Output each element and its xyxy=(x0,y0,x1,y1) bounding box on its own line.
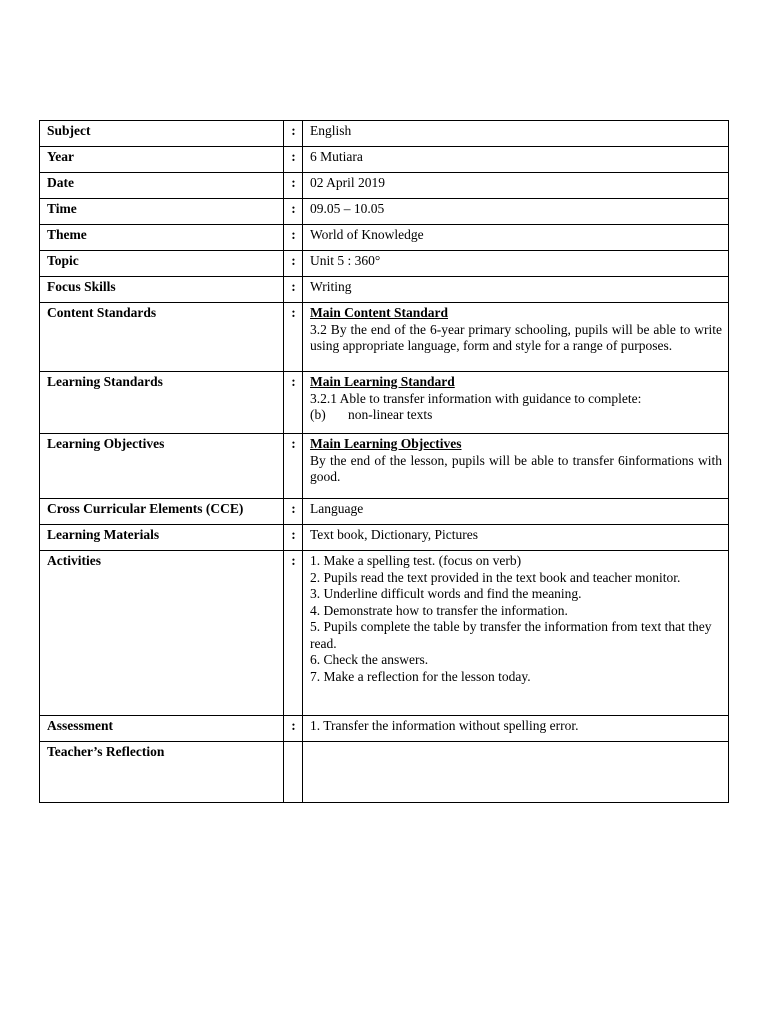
row-date xyxy=(40,173,729,199)
focus-skills-colon: : xyxy=(284,277,303,303)
teachers-reflection-colon xyxy=(284,742,303,803)
year-label: Year xyxy=(40,147,284,173)
activity-item: 7. Make a reflection for the lesson today. xyxy=(310,668,531,684)
topic-value: Unit 5 : 360° xyxy=(303,251,729,277)
row-time xyxy=(40,199,729,225)
learning-objectives-value xyxy=(303,434,729,499)
row-activities xyxy=(40,551,729,716)
subject-colon: : xyxy=(284,121,303,147)
content-standards-heading: Main Content Standard xyxy=(310,305,449,320)
theme-colon: : xyxy=(284,225,303,251)
learning-objectives-heading: Main Learning Objectives xyxy=(310,436,462,451)
cce-colon: : xyxy=(284,499,303,525)
row-focus-skills xyxy=(40,277,729,303)
date-colon: : xyxy=(284,173,303,199)
learning-objectives-label: Learning Objectives xyxy=(40,434,284,499)
assessment-colon: : xyxy=(284,716,303,742)
theme-label: Theme xyxy=(40,225,284,251)
time-value: 09.05 – 10.05 xyxy=(303,199,729,225)
activity-item: 2. Pupils read the text provided in the text book and teacher monitor. xyxy=(310,569,681,585)
time-label: Time xyxy=(40,199,284,225)
year-colon: : xyxy=(284,147,303,173)
row-content-standards xyxy=(40,303,729,372)
row-learning-objectives xyxy=(40,434,729,499)
lesson-plan-table xyxy=(39,120,729,803)
activity-item: 6. Check the answers. xyxy=(310,652,429,667)
activity-item: 4. Demonstrate how to transfer the information. xyxy=(310,602,568,618)
cce-value: Language xyxy=(303,499,729,525)
row-cce xyxy=(40,499,729,525)
learning-standards-sub-item xyxy=(310,407,722,424)
learning-standards-text: 3.2.1 Able to transfer information with guidance to complete: xyxy=(310,390,642,406)
row-assessment xyxy=(40,716,729,742)
content-standards-value xyxy=(303,303,729,372)
activity-item: 3. Underline difficult words and find the meaning. xyxy=(310,586,582,601)
learning-standards-label: Learning Standards xyxy=(40,372,284,434)
content-standards-text: 3.2 By the end of the 6-year primary schooling, pupils will be able to write using appropriate language, form and style for a range of purposes. xyxy=(310,321,722,353)
activities-label: Activities xyxy=(40,551,284,716)
content-standards-colon: : xyxy=(284,303,303,372)
row-learning-standards xyxy=(40,372,729,434)
row-subject xyxy=(40,121,729,147)
sub-item-marker: (b) xyxy=(310,407,326,422)
topic-colon: : xyxy=(284,251,303,277)
row-year xyxy=(40,147,729,173)
subject-value: English xyxy=(303,121,729,147)
focus-skills-value: Writing xyxy=(303,277,729,303)
activity-item: 5. Pupils complete the table by transfer the information from text that they read. xyxy=(310,619,712,651)
row-teachers-reflection xyxy=(40,742,729,803)
teachers-reflection-label: Teacher’s Reflection xyxy=(40,742,284,803)
sub-item-text: non-linear texts xyxy=(348,407,433,422)
year-value: 6 Mutiara xyxy=(303,147,729,173)
subject-label: Subject xyxy=(40,121,284,147)
row-topic xyxy=(40,251,729,277)
learning-standards-colon: : xyxy=(284,372,303,434)
learning-standards-heading: Main Learning Standard xyxy=(310,374,455,389)
learning-materials-value: Text book, Dictionary, Pictures xyxy=(303,525,729,551)
date-value: 02 April 2019 xyxy=(303,173,729,199)
teachers-reflection-value xyxy=(303,742,729,803)
cce-label: Cross Curricular Elements (CCE) xyxy=(40,499,284,525)
date-label: Date xyxy=(40,173,284,199)
activities-colon: : xyxy=(284,551,303,716)
learning-standards-value xyxy=(303,372,729,434)
activity-item: 1. Make a spelling test. (focus on verb) xyxy=(310,553,522,568)
activities-list xyxy=(303,551,729,716)
assessment-value: 1. Transfer the information without spelling error. xyxy=(303,716,729,742)
content-standards-label: Content Standards xyxy=(40,303,284,372)
learning-materials-label: Learning Materials xyxy=(40,525,284,551)
focus-skills-label: Focus Skills xyxy=(40,277,284,303)
time-colon: : xyxy=(284,199,303,225)
learning-objectives-text: By the end of the lesson, pupils will be able to transfer 6informations with good. xyxy=(310,452,722,484)
topic-label: Topic xyxy=(40,251,284,277)
theme-value: World of Knowledge xyxy=(303,225,729,251)
learning-materials-colon: : xyxy=(284,525,303,551)
row-theme xyxy=(40,225,729,251)
row-learning-materials xyxy=(40,525,729,551)
assessment-label: Assessment xyxy=(40,716,284,742)
learning-objectives-colon: : xyxy=(284,434,303,499)
